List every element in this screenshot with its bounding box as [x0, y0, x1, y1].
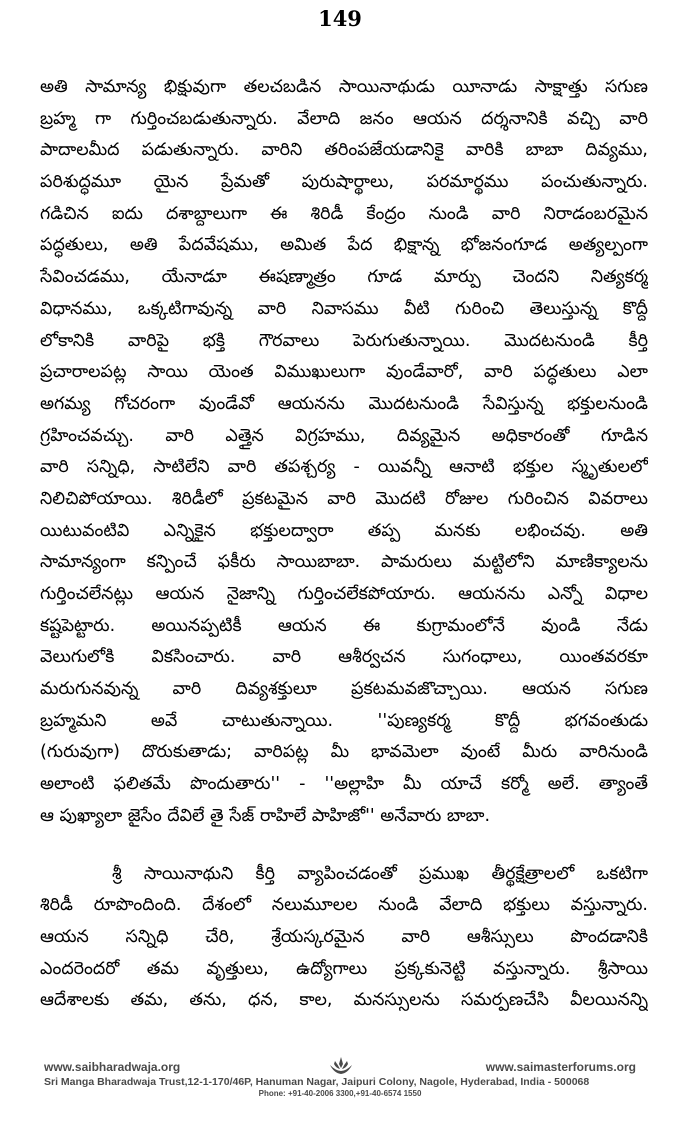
text-line: గ్రహించవచ్చు. వారి ఎత్తైన విగ్రహము, దివ్యమైన అధికారంతో గూడిన [40, 425, 648, 446]
text-line: నిలిచిపోయాయి. శిరిడీలో ప్రకటమైన వారి మొదటి రోజుల గురించిన వివరాలు [40, 488, 648, 509]
text-line: గడిచిన ఐదు దశాబ్దాలుగా ఈ శిరిడీ కేంద్రం నుండి వారి నిరాడంబరమైన [40, 203, 648, 224]
text-line: వెలుగులోకి వికసించారు. వారి ఆశీర్వచన సుగంధాలు, యింతవరకూ [40, 647, 648, 668]
text-line: ప్రచారాలపట్ల సాయి యెంత విముఖులుగా వుండేవారో, వారి పద్ధతులు ఎలా [40, 362, 648, 383]
text-line: విధానము, ఒక్కటిగావున్న వారి నివాసము వీటి గురించి తెలుస్తున్న కొద్దీ [40, 298, 648, 319]
page-footer [44, 1060, 636, 1099]
text-line: పరిశుద్ధమూ యైన ప్రేమతో పురుషార్థాలు, పరమార్థము పంచుతున్నారు. [40, 172, 648, 193]
text-line: పద్ధతులు, అతి పేదవేషము, అమిత పేద భిక్షాన్న భోజనంగూడ అత్యల్పంగా [40, 235, 648, 256]
footer-sites [44, 1060, 636, 1076]
text-line: కష్టపెట్టారు. అయినప్పటికీ ఆయన ఈ కుగ్రామంలోనే వుండి నేడు [40, 615, 648, 636]
text-line: ఎందరెందరో తమ వృత్తులు, ఉద్యోగాలు ప్రక్కకునెట్టి వస్తున్నారు. శ్రీసాయి [40, 958, 648, 979]
text-line: యిటువంటివి ఎన్నికైన భక్తులద్వారా తప్ప మనకు లభించవు. అతి [40, 520, 648, 541]
text-line: మరుగునవున్న వారి దివ్యశక్తులూ ప్రకటమవజొచ్చాయి. ఆయన సగుణ [40, 679, 648, 700]
text-line: గుర్తించలేనట్లు ఆయన నైజాన్ని గుర్తించలేకపోయారు. ఆయనను ఎన్నో విధాల [40, 584, 648, 604]
text-line: బ్రహ్మమని అవే చాటుతున్నాయి. ''పుణ్యకర్మ కొద్దీ భగవంతుడు [40, 710, 648, 731]
footer-address: Sri Manga Bharadwaja Trust,12-1-170/46P, Hanuman Nagar, Jaipuri Colony, Nagole, Hyderabad, India - 500068 [44, 1076, 590, 1088]
body-text [40, 72, 648, 1017]
text-line: ఆదేశాలకు తమ, తను, ధన, కాల, మనస్సులను సమర్పణచేసి వీలయినన్ని [40, 990, 648, 1011]
footer-phone: Phone: +91-40-2006 3300,+91-40-6574 1550 [258, 1089, 422, 1098]
footer-site-right: www.saimasterforums.org [485, 1060, 636, 1074]
text-line: (గురువుగా) దొరుకుతాడు; వారిపట్ల మీ భావమెలా వుంటే మీరు వారినుండి [40, 742, 648, 763]
footer-site-left: www.saibharadwaja.org [44, 1060, 181, 1074]
text-line: అతి సామాన్య భిక్షువుగా తలచబడిన సాయినాథుడు యీనాడు సాక్షాత్తు సగుణ [40, 77, 648, 97]
paragraph-gap [40, 833, 648, 859]
paragraph-2 [40, 859, 648, 1017]
text-line: ఆ పుఖ్యాలా జైసేం దేవిలే తై సేజ్ రాహిలే పాహిజో'' అనేవారు బాబా. [40, 805, 491, 826]
text-line: పాదాలమీద పడుతున్నారు. వారిని తరింపజేయడానికై వారికి బాబా దివ్యము, [40, 140, 648, 161]
text-line: శ్రీ సాయినాథుని కీర్తి వ్యాపించడంతో ప్రముఖ తీర్థక్షేత్రాలలో ఒకటిగా [112, 863, 648, 884]
text-line: లోకానికి వారిపై భక్తి గౌరవాలు పెరుగుతున్నాయి. మొదటనుండి కీర్తి [40, 330, 648, 351]
text-line: అలాంటి ఫలితమే పొందుతారు'' - ''అల్లాహి మీ యాచే కర్మో అలే. త్యాంతే [40, 774, 648, 795]
text-line: సేవించడము, యేనాడూ ఈషణ్మాత్రం గూడ మార్పు చెందని నిత్యకర్మ [40, 267, 648, 288]
page-number: 149 [318, 6, 362, 31]
text-line: అగమ్య గోచరంగా వుండేవో ఆయనను మొదటనుండి సేవిస్తున్న భక్తులనుండి [40, 393, 648, 414]
text-line: ఆయన సన్నిధి చేరి, శ్రేయస్కరమైన వారి ఆశీస్సులు పొందడానికి [40, 926, 648, 947]
text-line: వారి సన్నిధి, సాటిలేని వారి తపశ్చర్య - యివన్నీ ఆనాటి భక్తుల స్మృతులలో [40, 457, 648, 478]
lotus-trident-icon [326, 1056, 356, 1076]
text-line: బ్రహ్మ గా గుర్తించబడుతున్నారు. వేలాది జనం ఆయన దర్శనానికి వచ్చి వారి [40, 108, 648, 129]
paragraph-1 [40, 72, 648, 833]
text-line: శిరిడీ రూపొందింది. దేశంలో నలుమూలల నుండి వేలాది భక్తులు వస్తున్నారు. [40, 895, 648, 916]
text-line: సామాన్యంగా కన్పించే ఫకీరు సాయిబాబా. పామరులు మట్టిలోని మాణిక్యాలను [40, 552, 648, 573]
